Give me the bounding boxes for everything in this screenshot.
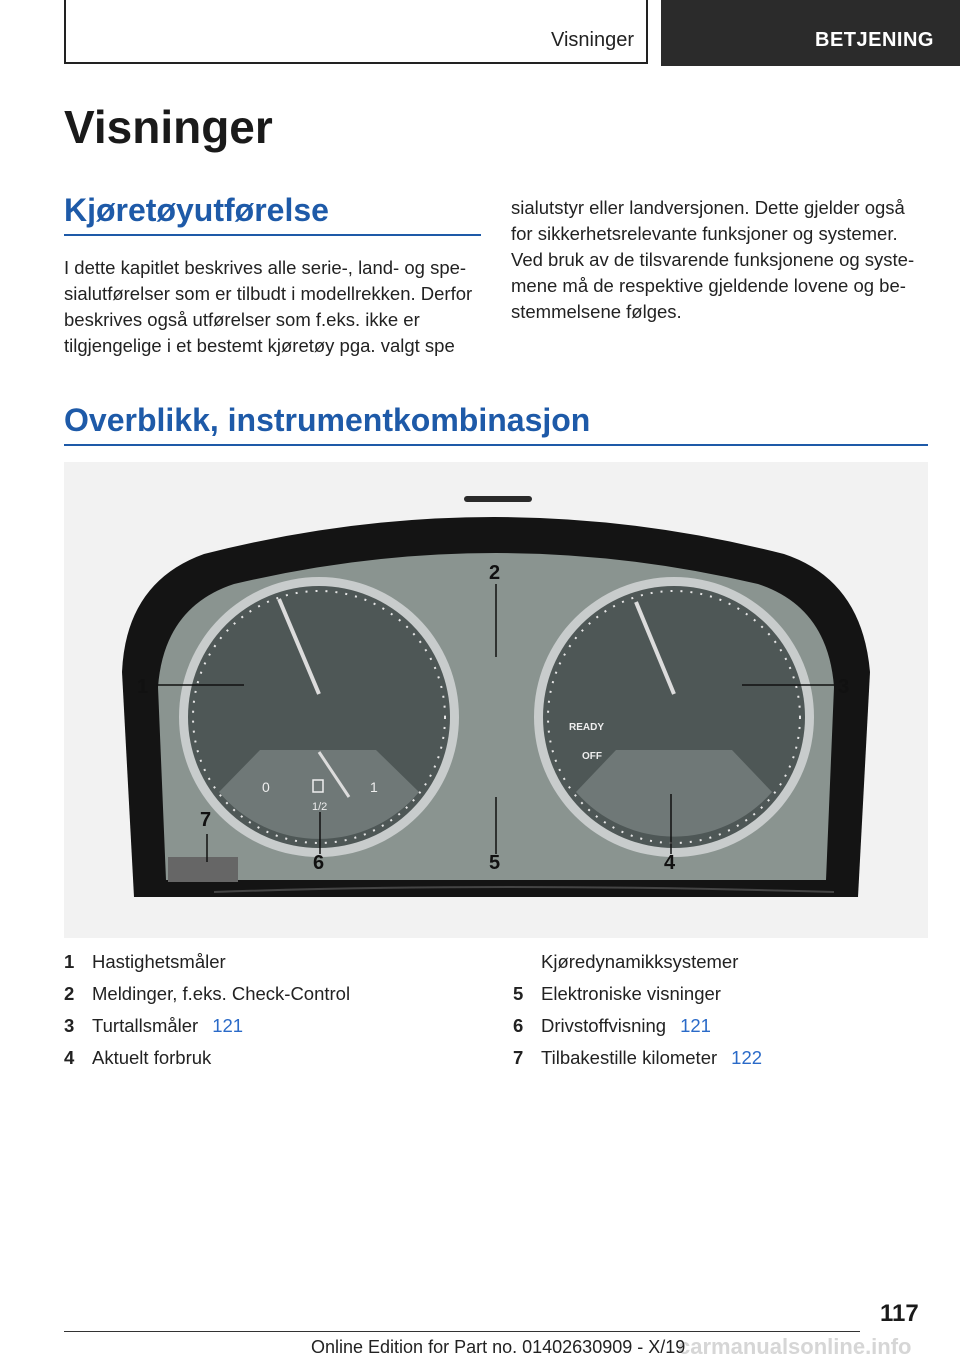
fuel-zero-label: 0 <box>262 779 270 795</box>
footer-edition: Online Edition for Part no. 01402630909 - X/19 <box>311 1337 686 1357</box>
section-heading-instrument-cluster: Overblikk, instrumentkombinasjon <box>64 402 591 438</box>
legend-item: 1 Hastighetsmåler <box>64 951 226 972</box>
legend-item: 4 Aktuelt forbruk <box>64 1047 212 1068</box>
header-section-tab <box>64 0 648 64</box>
legend-item: 5 Elektroniske visninger <box>513 983 721 1004</box>
off-label: OFF <box>582 751 602 762</box>
callout-3: 3 <box>838 676 850 698</box>
callout-1: 1 <box>137 676 149 698</box>
callout-7: 7 <box>200 809 212 831</box>
legend-continuation: Kjøredynamikksystemer <box>541 951 739 972</box>
heading-rule <box>64 444 928 446</box>
page-reference-link[interactable]: 121 <box>680 1015 711 1036</box>
heading-rule <box>64 234 481 236</box>
legend-right <box>513 946 762 1074</box>
callout-5: 5 <box>489 852 501 874</box>
section-heading-vehicle-version: Kjøretøyutførelse <box>64 192 329 228</box>
instrument-cluster-illustration <box>64 462 928 938</box>
fuel-half-label: 1/2 <box>312 801 328 813</box>
page-reference-link[interactable]: 121 <box>212 1015 244 1036</box>
callout-4: 4 <box>664 852 676 874</box>
legend-item: 7 Tilbakestille kilometer 122 <box>513 1047 763 1068</box>
footer-rule <box>64 1331 860 1332</box>
page-title: Visninger <box>64 101 273 153</box>
legend-item: 2 Meldinger, f.eks. Check-Control <box>64 983 351 1004</box>
body-text-column-2: sialutstyr eller landversjonen. Dette gjelder også for sikkerhetsrelevante funksjoner og systemer. Ved bruk av de tilsvarende funksjonene og systemene må de respektive gjeldende lovene og bestemmelsene følges. <box>511 197 915 322</box>
page-reference-link[interactable]: 122 <box>731 1047 763 1068</box>
legend-item: 6 Drivstoffvisning 121 <box>513 1015 711 1036</box>
legend-item: 3 Turtallsmåler 121 <box>64 1015 244 1036</box>
header-chapter-label: BETJENING <box>815 29 934 51</box>
page-number: 117 <box>880 1300 919 1327</box>
legend-left <box>64 946 350 1074</box>
body-text-column-1: I dette kapitlet beskrives alle serie-, land- og spesialutførelser som er tilbudt i modellrekken. Derfor beskrives også utførelser som f.eks. ikke er tilgjengelige i et bestemt kjøretøy pga. valgt spe <box>64 257 473 356</box>
header-section-label: Visninger <box>550 29 634 51</box>
callout-2: 2 <box>489 562 501 584</box>
watermark: carmanualsonline.info <box>678 1334 912 1359</box>
header-chapter-tab <box>661 0 960 66</box>
fuel-one-label: 1 <box>370 779 378 795</box>
callout-6: 6 <box>313 852 325 874</box>
ready-label: READY <box>569 722 605 733</box>
